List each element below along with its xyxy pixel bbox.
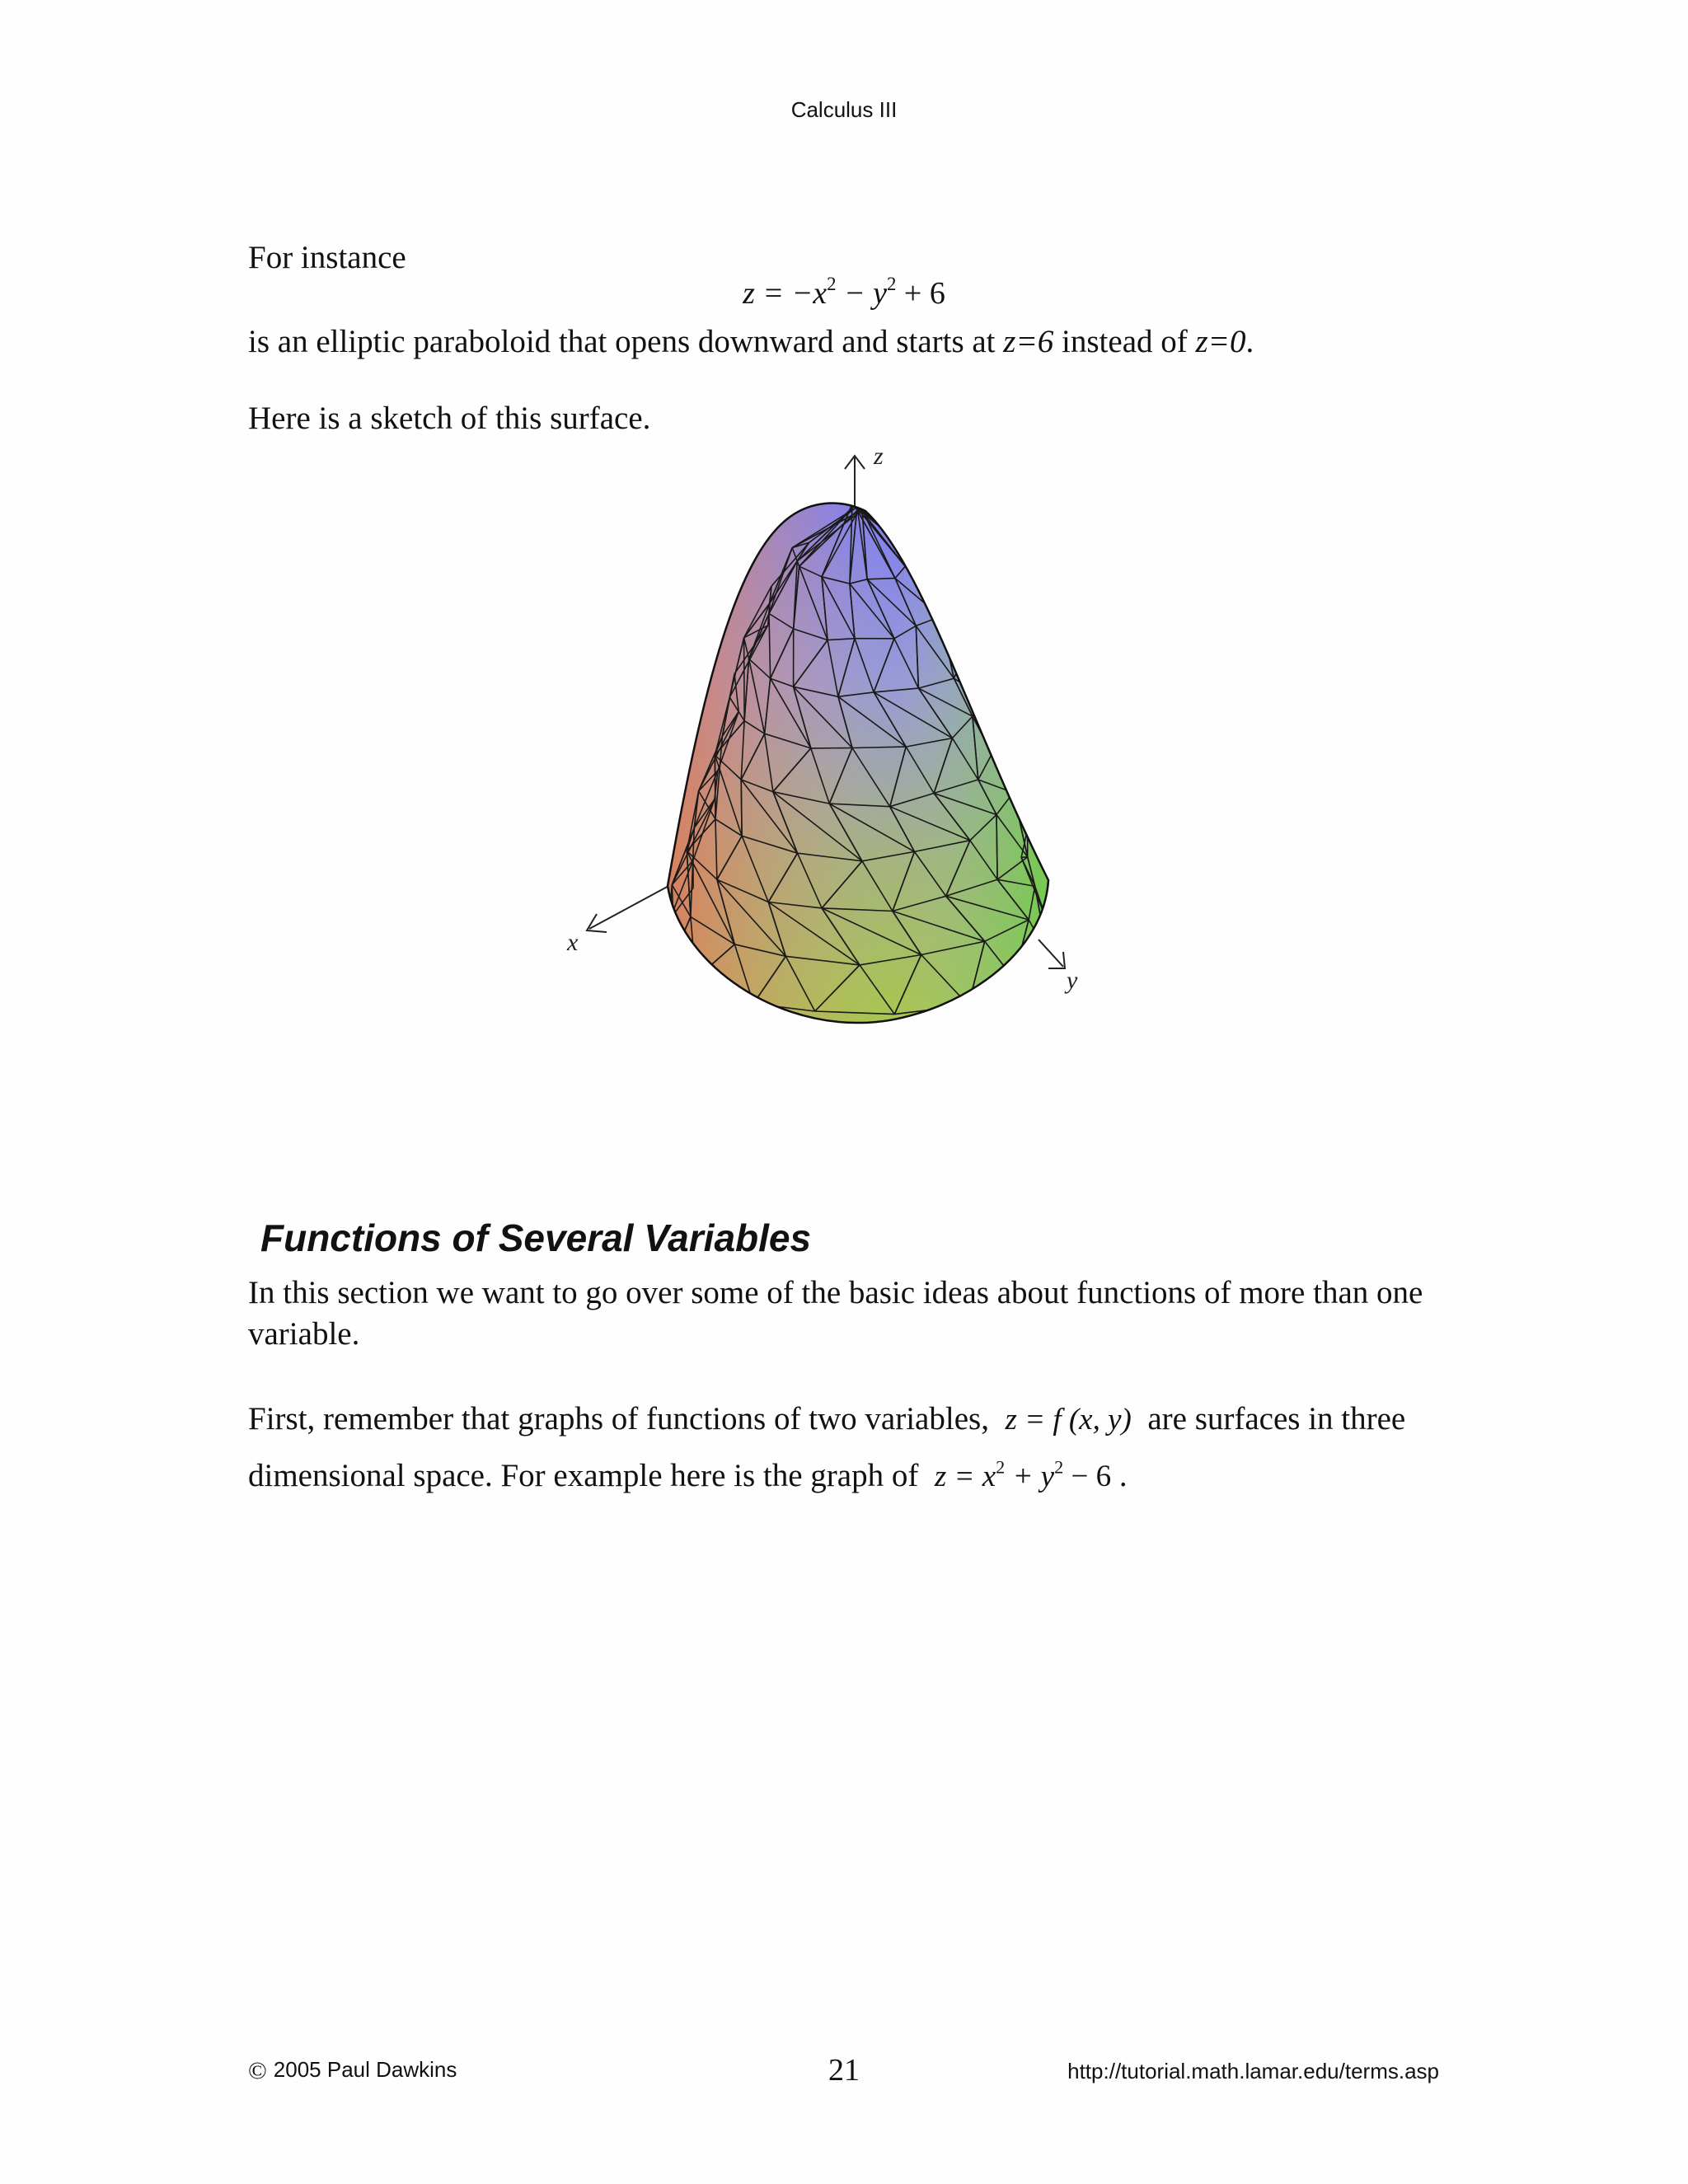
section-paragraph-2 <box>248 1391 1451 1505</box>
mesh-edge <box>952 605 963 657</box>
intro-text: For instance <box>248 240 406 275</box>
paraboloid-surface <box>668 504 1048 1024</box>
mesh-edge <box>675 954 696 979</box>
mesh-edge <box>1021 857 1028 858</box>
mesh-edge <box>987 699 992 730</box>
mesh-edge <box>1029 920 1047 953</box>
mesh-edge <box>670 920 675 954</box>
function-notation: z = f (x, y) <box>1005 1403 1132 1436</box>
eq1-mid: − y <box>836 276 888 311</box>
mesh-edge <box>952 605 963 657</box>
mesh-edge <box>945 591 952 606</box>
mesh-edge <box>905 560 920 566</box>
mesh-edge <box>973 699 987 716</box>
value-z0: z=0 <box>1195 324 1246 359</box>
mesh-edge <box>920 560 953 605</box>
mesh-edge <box>741 780 742 836</box>
description-end: . <box>1245 324 1254 359</box>
example-eq-exp2: 2 <box>1054 1456 1064 1478</box>
footer-url[interactable]: http://tutorial.math.lamar.edu/terms.asp <box>1067 2059 1439 2083</box>
mesh-edge <box>920 560 953 605</box>
para2-text3: . <box>1118 1458 1128 1493</box>
eq1-rhs: + 6 <box>896 276 945 311</box>
example-eq-c: − 6 <box>1063 1460 1112 1493</box>
mesh-edge <box>744 638 745 721</box>
copyright-symbol: © <box>248 2057 267 2084</box>
example-equation <box>934 1456 1112 1493</box>
mesh-edge <box>920 549 945 590</box>
section-heading: Functions of Several Variables <box>260 1216 812 1259</box>
example-eq-a: z = x <box>934 1460 996 1493</box>
mesh-edge <box>978 678 987 699</box>
z-axis <box>845 443 884 515</box>
para2-text2: are surfaces in three dimensional space. For example here is the graph of <box>248 1401 1406 1493</box>
eq1-exponent-x: 2 <box>827 274 837 295</box>
mesh-edge <box>952 605 963 639</box>
description-middle: instead of <box>1053 324 1196 359</box>
mesh-edge <box>996 815 997 880</box>
mesh-edge <box>940 605 952 616</box>
example-eq-exp1: 2 <box>996 1456 1006 1478</box>
x-axis <box>566 884 672 956</box>
mesh-edge <box>978 678 992 730</box>
sketch-intro: Here is a sketch of this surface. <box>248 401 651 436</box>
mesh-edge <box>945 591 963 640</box>
x-axis-label: x <box>567 929 579 956</box>
copyright-text: 2005 Paul Dawkins <box>273 2057 457 2082</box>
y-axis <box>1039 940 1078 994</box>
description-before: is an elliptic paraboloid that opens downward and starts at <box>248 324 1004 359</box>
mesh-edge <box>1014 953 1048 979</box>
mesh-edge <box>954 658 963 679</box>
value-z6: z=6 <box>1003 324 1054 359</box>
section-paragraph-1: In this section we want to go over some of the basic ideas about functions of more than one variable. <box>248 1275 1423 1352</box>
mesh-edge <box>920 560 945 591</box>
mesh-edge <box>963 640 978 679</box>
z-axis-label: z <box>874 443 884 470</box>
eq1-exponent-y: 2 <box>887 274 897 295</box>
equation-paraboloid <box>0 275 1688 312</box>
mesh-edge <box>963 658 987 699</box>
running-head: Calculus III <box>790 97 898 122</box>
paraboloid-figure <box>544 441 1121 1034</box>
description-line <box>248 321 1451 363</box>
mesh-edge <box>963 658 987 699</box>
eq1-lhs: z = −x <box>743 276 828 311</box>
page-number: 21 <box>828 2053 860 2088</box>
y-axis-label: y <box>1067 967 1078 994</box>
para2-text1: First, remember that graphs of functions of two variables, <box>248 1401 989 1436</box>
mesh-edge <box>963 658 978 679</box>
example-eq-b: + y <box>1005 1460 1055 1493</box>
